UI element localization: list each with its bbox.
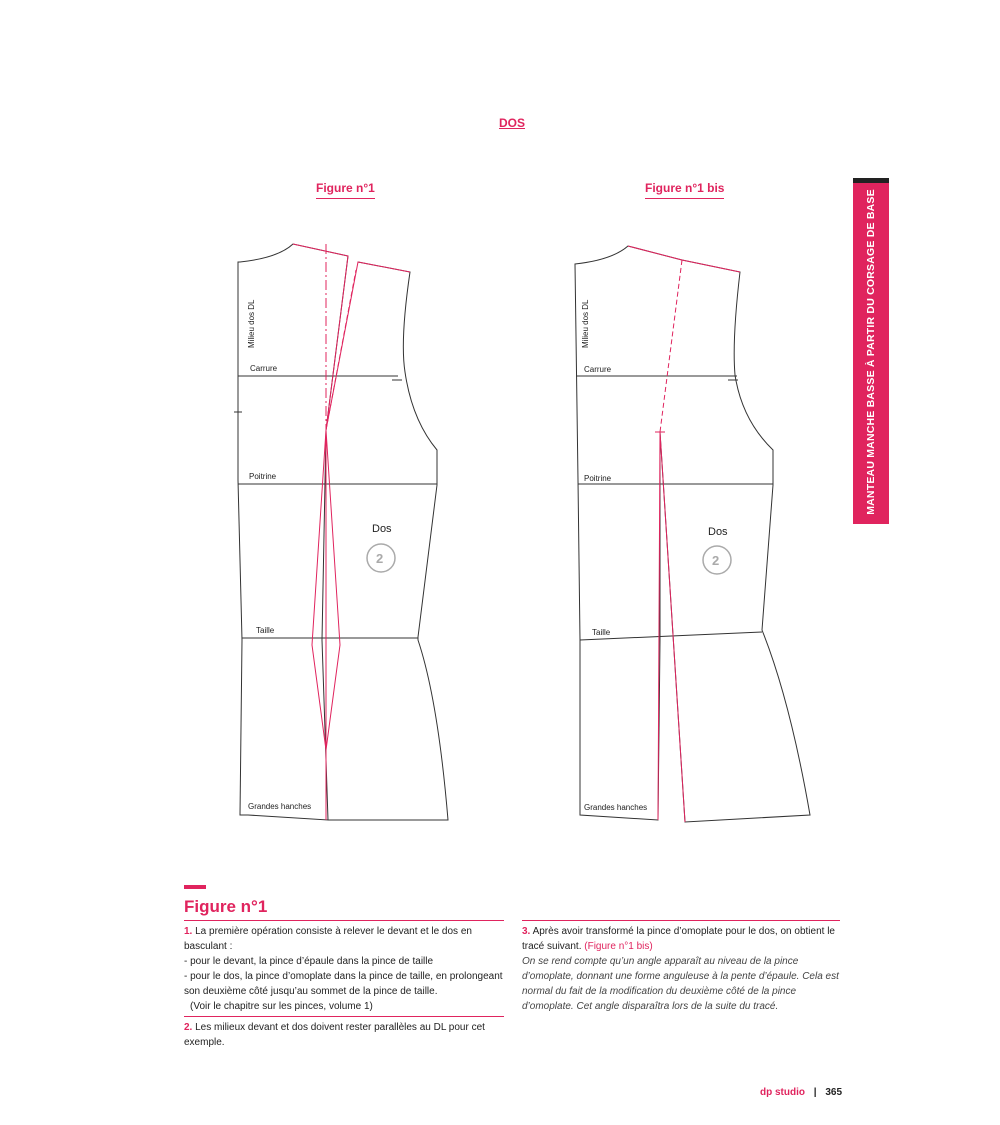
side-tab-text: MANTEAU MANCHE BASSE À PARTIR DU CORSAGE DE BASE: [865, 189, 877, 515]
footer-brand: dp studio: [760, 1087, 805, 1098]
fig1-right-piece: [328, 262, 448, 820]
figure-1bis-title: Figure n°1 bis: [645, 181, 724, 199]
fig1bis-outline: [575, 246, 810, 822]
fig1bis-label-carrure: Carrure: [584, 365, 612, 374]
figure-1-title: Figure n°1: [316, 181, 375, 199]
fig1-label-milieu: Milieu dos DL: [247, 299, 256, 348]
footer-separator: |: [813, 1087, 817, 1098]
section-rule: [184, 885, 206, 889]
fig1bis-piece-number: 2: [712, 553, 720, 568]
p3-text: Après avoir transformé la pince d’omoplate pour le dos, on obtient le tracé suivant.: [522, 926, 835, 952]
fig1-label-dos: Dos: [372, 523, 392, 535]
fig1bis-label-milieu: Milieu dos DL: [581, 299, 590, 348]
section-title: Figure n°1: [184, 897, 268, 916]
p1-number: 1.: [184, 926, 193, 937]
paragraph-1: [184, 920, 504, 1016]
page-number: 365: [825, 1087, 843, 1098]
fig1bis-label-taille: Taille: [592, 628, 611, 637]
p3-number: 3.: [522, 926, 531, 937]
fig1-label-hanches: Grandes hanches: [248, 802, 312, 811]
p1-bullet-1: - pour le devant, la pince d’épaule dans la pince de taille: [184, 956, 434, 967]
fig1bis-dashed: [660, 260, 682, 432]
p3-italic: On se rend compte qu’un angle apparaît au niveau de la pince d’omoplate, donnant une forme anguleuse à la pente d’épaule. Cela est normal du fait de la modification du deuxième côté de la pince d’omoplate. Cet angle disparaîtra lors de la suite du tracé.: [522, 956, 839, 1012]
fig1-label-poitrine: Poitrine: [249, 472, 277, 481]
paragraph-2: [184, 1016, 504, 1052]
fig1-dashed: [326, 270, 356, 430]
fig1bis-label-hanches: Grandes hanches: [584, 803, 648, 812]
paragraph-3: [522, 920, 840, 1016]
fig1-piece-number: 2: [376, 551, 384, 566]
text-column-left: [184, 920, 504, 1052]
p2-number: 2.: [184, 1022, 193, 1033]
fig1-shoulder-pink: [293, 244, 410, 430]
pattern-figure-1bis: [575, 246, 810, 822]
fig1bis-label-poitrine: Poitrine: [584, 474, 612, 483]
fig1bis-shoulder-pink: [628, 246, 740, 272]
fig1bis-label-dos: Dos: [708, 526, 728, 538]
fig1-label-carrure: Carrure: [250, 364, 278, 373]
p1-text: La première opération consiste à relever le devant et le dos en basculant :: [184, 926, 472, 952]
p3-figure-ref: (Figure n°1 bis): [584, 941, 653, 952]
p1-note: (Voir le chapitre sur les pinces, volume 1): [190, 1001, 373, 1012]
p2-text: Les milieux devant et dos doivent rester parallèles au DL pour cet exemple.: [184, 1022, 485, 1048]
fig1bis-dart: [658, 432, 685, 822]
fig1-label-taille: Taille: [256, 626, 275, 635]
pattern-figure-1: [234, 244, 448, 820]
p1-bullet-2: - pour le dos, la pince d’omoplate dans la pince de taille, en prolongeant son deuxième côté jusqu’au sommet de la pince de taille.: [184, 971, 503, 997]
text-column-right: [522, 920, 840, 1016]
page-header: DOS: [498, 116, 525, 130]
page-footer: [760, 1087, 842, 1098]
